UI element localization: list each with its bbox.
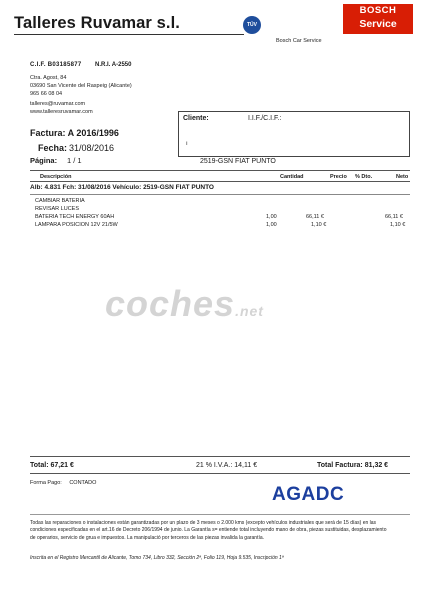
legal-warranty-text: Todas las reparaciones o instalaciones están garantizadas por un plazo de 3 meses o 2.000 kms (excepto vehículos industriales que será de 15 días) en las condiciones especificadas en el art.16 de Decreto 206/1994 de junio. La Garantía s= entiende total incluyendo mano de obra, piezas sustituidas, desplazamiento de operarios, servicio de grua e impuestos. La manipulació por terceros de las piezas invalida la garantía. bbox=[30, 520, 387, 541]
address-line: Ctra. Agost, 84 bbox=[30, 75, 67, 81]
item-cantidad: 1,00 bbox=[266, 214, 277, 220]
total-factura: Total Factura: 81,32 € bbox=[317, 462, 389, 469]
item-neto: 1,10 € bbox=[390, 222, 406, 228]
client-tax-id-label: I.I.F./C.I.F.: bbox=[248, 115, 282, 122]
company-contact bbox=[30, 100, 93, 116]
payment-value: CONTADO bbox=[69, 480, 97, 486]
item-desc: REVISAR LUCES bbox=[35, 206, 80, 212]
payment-label: Forma Pago: bbox=[30, 480, 62, 486]
bosch-tagline: Bosch Car Service bbox=[276, 38, 322, 44]
client-box bbox=[178, 111, 410, 157]
item-desc: CAMBIAR BATERIA bbox=[35, 198, 85, 204]
company-name: Talleres Ruvamar s.l. bbox=[14, 14, 180, 32]
item-neto: 66,11 € bbox=[385, 214, 403, 220]
agadc-logo: AGADC bbox=[272, 484, 345, 505]
registry-text: Inscrita en el Registro Mercantil de Alicante, Tomo 734, Libro 332, Sección 2ª, Folio 119, Hoja 9.535, Inscripción 1ª bbox=[30, 555, 284, 561]
item-precio: 66,11 € bbox=[306, 214, 324, 220]
invoice-date-label: Fecha: bbox=[38, 143, 68, 153]
company-address bbox=[30, 74, 132, 98]
tuv-logo: TÜV bbox=[243, 16, 261, 34]
company-email[interactable]: talleres@ruvamar.com bbox=[30, 101, 86, 107]
address-line: 03690 San Vicente del Raspeig (Alicante) bbox=[30, 83, 132, 89]
albaran-line: Alb: 4.831 Fch: 31/08/2016 Vehículo: 2519-GSN FIAT PUNTO bbox=[30, 184, 214, 191]
totals-bottom-rule bbox=[30, 473, 410, 474]
watermark-main: coches bbox=[105, 283, 236, 324]
bosch-logo-line2: Service bbox=[359, 18, 397, 30]
col-header-cantidad: Cantidad bbox=[280, 174, 304, 180]
iva-amount: 21 % I.V.A.: 14,11 € bbox=[196, 462, 258, 469]
watermark bbox=[105, 283, 264, 325]
albaran-rule bbox=[30, 194, 410, 195]
client-label: Cliente: bbox=[183, 115, 209, 122]
legal-rule bbox=[30, 514, 410, 515]
totals-top-rule bbox=[30, 456, 410, 457]
table-header-rule bbox=[30, 181, 410, 182]
col-header-descripcion: Descripción bbox=[40, 174, 72, 180]
item-desc: LAMPARA POSICION 12V 21/5W bbox=[35, 222, 118, 228]
item-cantidad: 1,00 bbox=[266, 222, 277, 228]
page-label: Página: bbox=[30, 156, 58, 165]
header-divider bbox=[14, 34, 244, 35]
bosch-logo-line1: BOSCH bbox=[359, 5, 397, 16]
table-top-rule bbox=[30, 170, 410, 171]
total-amount: Total: 67,21 € bbox=[30, 462, 74, 469]
address-line: 965 66 08 04 bbox=[30, 91, 63, 97]
bosch-service-logo bbox=[343, 4, 413, 34]
client-mark: ı bbox=[186, 141, 188, 147]
item-desc: BATERIA TECH ENERGY 60AH bbox=[35, 214, 115, 220]
invoice-vehicle: 2519-GSN FIAT PUNTO bbox=[200, 158, 276, 165]
invoice-date-value: 31/08/2016 bbox=[69, 143, 115, 153]
payment-method bbox=[30, 480, 96, 486]
company-website[interactable]: www.talleresruvamar.com bbox=[30, 109, 93, 115]
company-nri: N.R.I. A-2550 bbox=[95, 62, 132, 68]
col-header-dto: % Dto. bbox=[355, 174, 373, 180]
col-header-neto: Neto bbox=[396, 174, 409, 180]
item-precio: 1,10 € bbox=[311, 222, 327, 228]
page-value: 1 / 1 bbox=[67, 156, 82, 165]
invoice-number: Factura: A 2016/1996 bbox=[30, 128, 119, 138]
watermark-suffix: .net bbox=[235, 303, 264, 319]
company-cif: C.I.F. B03185877 bbox=[30, 62, 82, 68]
col-header-precio: Precio bbox=[330, 174, 347, 180]
